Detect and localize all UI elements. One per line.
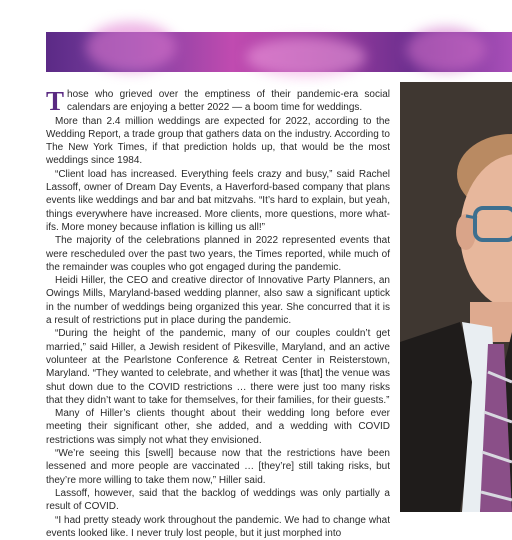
article-paragraph-1 (46, 88, 390, 115)
article-paragraph: “I had pretty steady work throughout the pandemic. We had to change what events looked like. I never truly lost people, but it just morphed into (46, 514, 390, 540)
article-paragraph: “Client load has increased. Everything feels crazy and busy,” said Rachel Lassoff, owner of Dream Day Events, a Haverford-based company that plans events like weddings and bar and bat mitzvahs. “It’s hard to explain, but yeah, things everywhere have increased. More clients, more questions, more what-ifs. More money because inflation is killing us all!” (46, 168, 390, 234)
article-paragraph: Heidi Hiller, the CEO and creative director of Innovative Party Planners, an Owings Mills, Maryland-based wedding planner, also saw a significant uptick in the number of weddings being organized this year. She concurred that it is a result of restrictions put in place during the pandemic. (46, 274, 390, 327)
portrait-photo (400, 82, 512, 512)
banner-glow (406, 27, 486, 72)
header-banner-image (46, 32, 512, 72)
banner-glow (86, 22, 176, 72)
article-paragraph: Lassoff, however, said that the backlog of weddings was only partially a result of COVID. (46, 487, 390, 514)
article-body (46, 88, 390, 512)
paragraph-text: hose who grieved over the emptiness of their pandemic-era social calendars are enjoying a better 2022 — a boom time for weddings. (67, 89, 390, 113)
article-paragraph: “During the height of the pandemic, many of our couples couldn’t get married,” said Hiller, a Jewish resident of Pikesville, Maryland, and an active volunteer at the Pearlstone Conference & Retreat Center in Reisterstown, Maryland. “They wanted to celebrate, and whether it was [that] the venue was shut down due to the COVID restrictions … there were just too many risks that they didn’t want to take for themselves, for their families, for their guests.” (46, 327, 390, 407)
article-paragraph: “We’re seeing this [swell] because now that the restrictions have been lessened and more people are vaccinated … [they’re] still taking risks, but they’re more willing to take them now,” Hiller said. (46, 447, 390, 487)
banner-glow (246, 37, 366, 77)
article-paragraph: More than 2.4 million weddings are expected for 2022, according to the Wedding Report, a trade group that gathers data on the industry. According to The New York Times, if that prediction holds up, that would be the most weddings since 1984. (46, 115, 390, 168)
drop-cap: T (46, 89, 64, 113)
article-paragraph: The majority of the celebrations planned in 2022 represented events that were rescheduled over the past two years, the Times reported, while much of the remainder was couples who got engaged during the pandemic. (46, 234, 390, 274)
portrait-illustration (400, 82, 512, 512)
article-paragraph: Many of Hiller’s clients thought about their wedding long before ever meeting their significant other, she added, and a wedding with COVID restrictions was simply not what they envisioned. (46, 407, 390, 447)
